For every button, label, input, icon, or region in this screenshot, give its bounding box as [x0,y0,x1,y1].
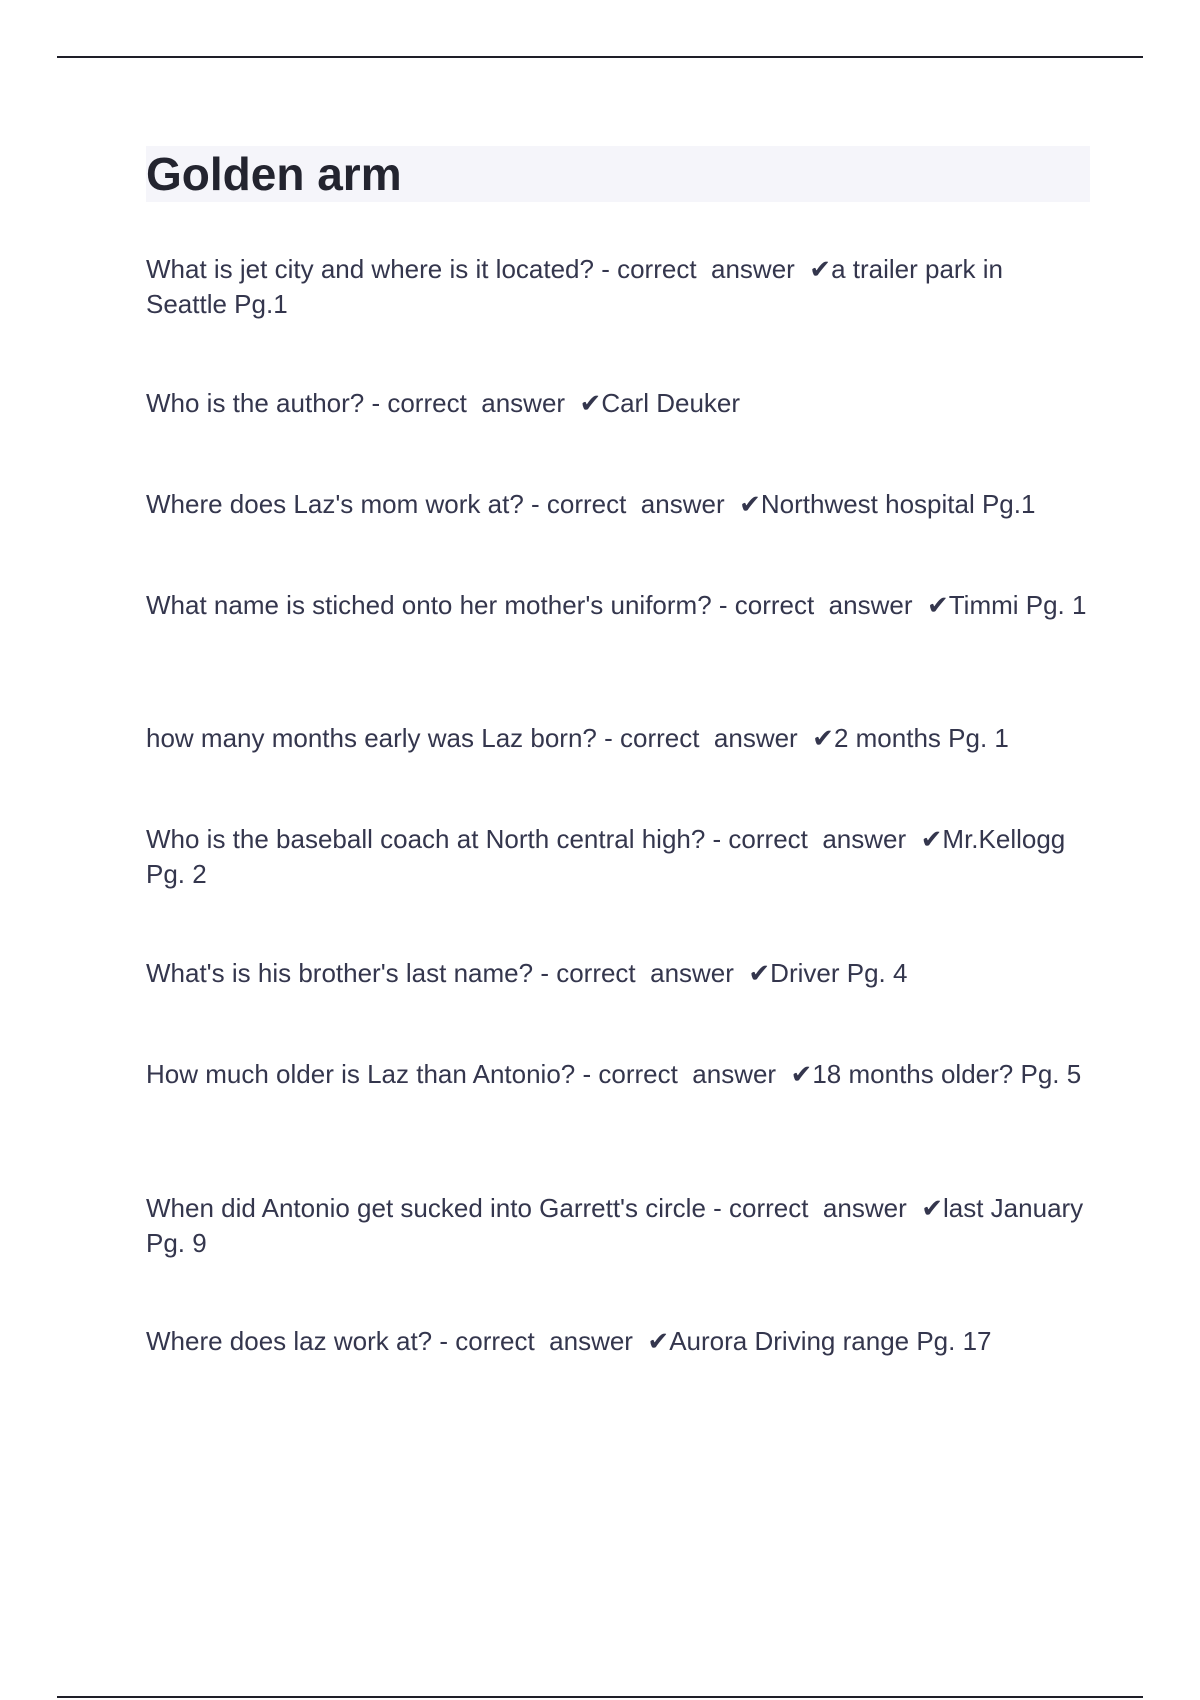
answer-label: - correct answer [593,254,810,284]
answer-text: 2 months Pg. 1 [833,723,1009,753]
answer-label: - correct answer [596,723,813,753]
qa-item [146,721,1090,756]
qa-item [146,1324,1090,1359]
answer-text: Aurora Driving range Pg. 17 [669,1326,992,1356]
answer-text: 18 months older? Pg. 5 [812,1059,1082,1089]
answer-label: - correct answer [575,1059,791,1089]
qa-item [146,1191,1090,1260]
question-text: Where does Laz's mom work at? [146,489,524,519]
top-rule [57,56,1143,58]
check-icon: ✔ [739,489,761,519]
document-body [146,146,1090,1356]
qa-item [146,252,1090,321]
answer-text: Driver Pg. 4 [770,958,908,988]
answer-label: - correct answer [705,824,921,854]
answer-label: - correct answer [705,1193,922,1223]
qa-item [146,1057,1090,1092]
answer-label: - correct answer [533,958,749,988]
check-icon: ✔ [812,723,834,753]
answer-text: Northwest hospital Pg.1 [760,489,1036,519]
check-icon: ✔ [579,388,602,418]
question-text: how many months early was Laz born? [146,723,597,753]
title-banner [146,146,1090,202]
check-icon: ✔ [647,1326,670,1356]
qa-item [146,956,1090,991]
question-text: Who is the author? [146,388,365,418]
question-text: Where does laz work at? [146,1326,433,1356]
check-icon: ✔ [809,254,832,284]
question-text: How much older is Laz than Antonio? [146,1059,576,1089]
check-icon: ✔ [926,590,949,620]
question-text: When did Antonio get sucked into Garrett's circle [146,1193,706,1223]
answer-text: Timmi Pg. 1 [948,590,1087,620]
answer-label: - correct answer [523,489,740,519]
answer-label: - correct answer [711,590,927,620]
check-icon: ✔ [920,824,943,854]
question-text: Who is the baseball coach at North central high? [146,824,706,854]
answer-text: Mr.Kellogg Pg. 2 [146,824,1066,889]
check-icon: ✔ [790,1059,813,1089]
check-icon: ✔ [921,1193,943,1223]
answer-label: - correct answer [364,388,580,418]
answer-text: a trailer park in Seattle Pg.1 [146,254,1004,319]
answer-text: last January Pg. 9 [146,1193,1084,1258]
qa-item [146,588,1090,623]
check-icon: ✔ [748,958,771,988]
page-title: Golden arm [146,148,402,200]
question-text: What's is his brother's last name? [146,958,534,988]
qa-item [146,487,1090,522]
question-text: What is jet city and where is it located? [146,254,594,284]
answer-text: Carl Deuker [601,388,741,418]
qa-item [146,386,1090,421]
bottom-rule [57,1696,1143,1698]
qa-item [146,822,1090,891]
question-text: What name is stiched onto her mother's uniform? [146,590,712,620]
answer-label: - correct answer [432,1326,648,1356]
